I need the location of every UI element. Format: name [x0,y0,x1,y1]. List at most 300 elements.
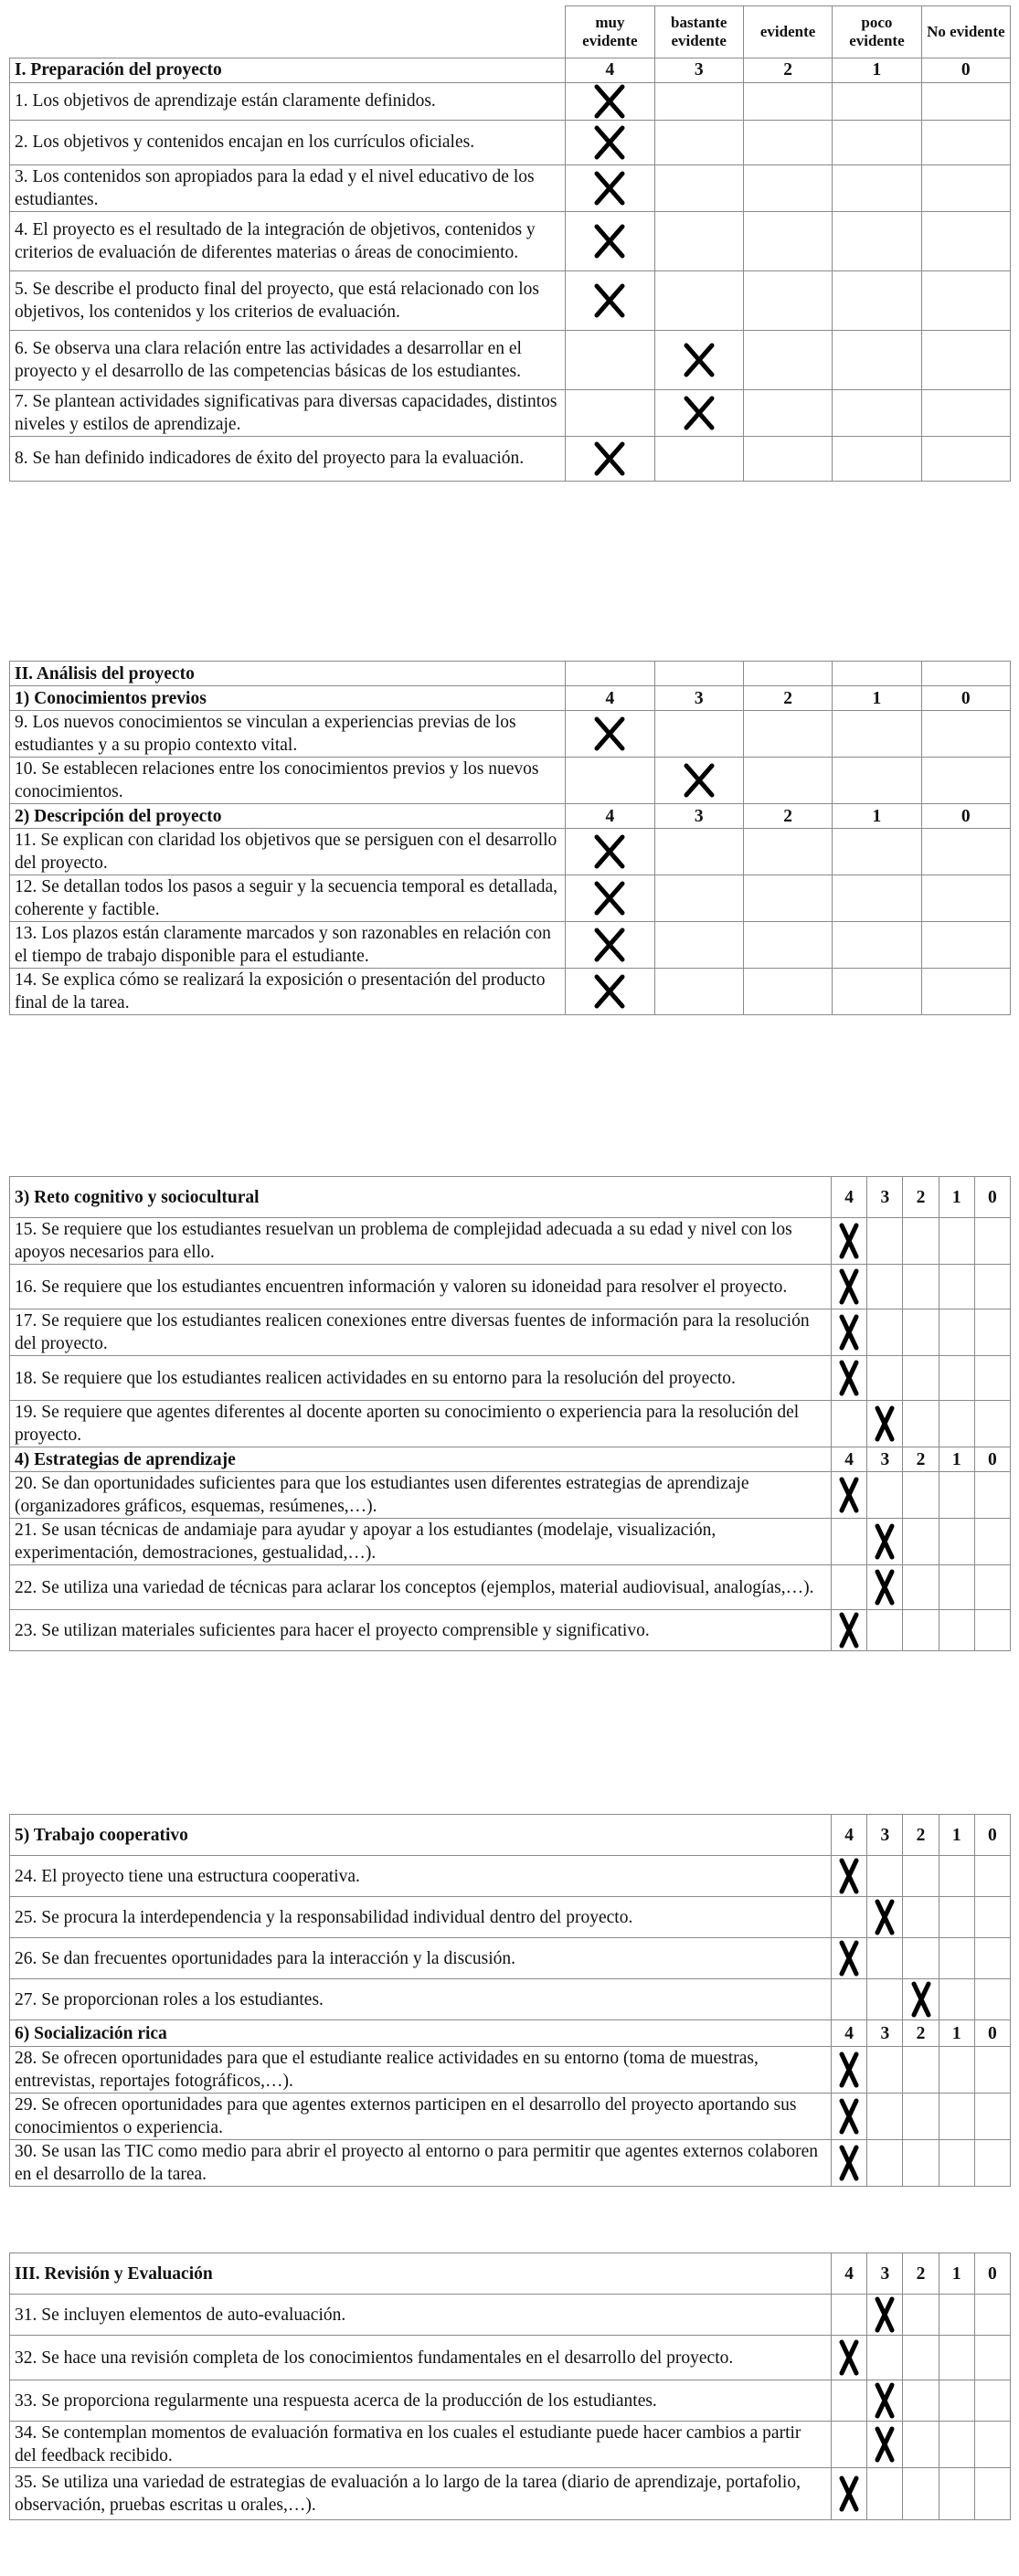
rating-cell-1 [833,82,921,120]
scale-value: 2 [903,1177,939,1218]
rating-cell-4 [566,758,654,804]
scale-value: 3 [654,804,743,829]
rating-cell-1 [939,1472,974,1519]
rating-cell-0 [974,1897,1010,1938]
rating-cell-3 [867,2295,903,2336]
rating-cell-2 [903,1309,939,1356]
scale-value [743,662,832,686]
criterion-row [10,2094,1011,2140]
rating-cell-4 [832,1218,867,1265]
rating-cell-0 [974,1856,1010,1897]
criterion-text: 20. Se dan oportunidades suficientes para que los estudiantes usen diferentes estrategias de aprendizaje (organizadores gráficos, esquemas, resúmenes,…). [10,1472,832,1519]
scale-value: 1 [939,2253,974,2295]
scale-value: 3 [867,2020,903,2047]
criterion-row [10,82,1011,120]
rating-cell-3 [654,922,743,969]
rating-cell-3 [867,2336,903,2380]
section-row [10,1177,1011,1218]
rating-cell-0 [974,1401,1010,1447]
rating-cell-4 [832,1472,867,1519]
rating-cell-2 [903,1218,939,1265]
criterion-row [10,2380,1011,2422]
scale-value: 1 [833,686,921,711]
rating-cell-1 [833,875,921,922]
criterion-row [10,1610,1011,1651]
x-check-mark [684,343,715,377]
rating-cell-2 [743,711,832,758]
rating-cell-2 [903,1401,939,1447]
criterion-row [10,211,1011,270]
criterion-row [10,1218,1011,1265]
rating-cell-2 [903,1938,939,1979]
rating-cell-1 [939,1938,974,1979]
scale-value: 2 [903,1447,939,1472]
scale-value: 2 [743,804,832,829]
rating-cell-4 [832,2468,867,2520]
rating-cell-4 [832,1565,867,1610]
rating-cell-1 [833,711,921,758]
x-check-mark [875,1899,895,1935]
rating-cell-3 [654,82,743,120]
x-check-mark [594,224,625,259]
section-row [10,686,1011,711]
x-check-mark [839,1360,859,1396]
criterion-text: 9. Los nuevos conocimientos se vinculan a experiencias previas de los estudiantes y a su propio contexto vital. [10,711,566,758]
scale-value: 2 [743,686,832,711]
rating-cell-0 [974,1519,1010,1565]
rating-cell-4 [566,330,654,389]
criterion-row [10,1472,1011,1519]
rating-cell-1 [833,758,921,804]
rating-cell-4 [566,922,654,969]
criterion-row [10,875,1011,922]
criterion-text: 35. Se utiliza una variedad de estrategias de evaluación a lo largo de la tarea (diario de aprendizaje, portafolio, observación, pruebas escritas u orales,…). [10,2468,832,2520]
criterion-text: 14. Se explica cómo se realizará la exposición o presentación del producto final de la tarea. [10,969,566,1015]
rating-cell-0 [974,2468,1010,2520]
x-check-mark [594,834,625,869]
rating-cell-4 [832,1265,867,1309]
rating-cell-3 [867,1565,903,1610]
x-check-mark [594,283,625,318]
rating-cell-2 [903,2094,939,2140]
rating-cell-0 [921,922,1010,969]
rating-cell-0 [974,2140,1010,2187]
rating-cell-1 [939,2336,974,2380]
rating-cell-0 [921,969,1010,1015]
rating-cell-3 [867,1265,903,1309]
criterion-text: 8. Se han definido indicadores de éxito del proyecto para la evaluación. [10,436,566,481]
rating-cell-0 [921,82,1010,120]
criterion-row [10,969,1011,1015]
scale-value: 1 [939,1177,974,1218]
rating-cell-2 [903,1856,939,1897]
scale-value: 2 [903,1815,939,1856]
criterion-text: 21. Se usan técnicas de andamiaje para ayudar y apoyar a los estudiantes (modelaje, visualización, experimentación, demostraciones, gestualidad,…). [10,1519,832,1565]
rating-cell-1 [833,164,921,211]
x-check-mark [594,974,625,1009]
rating-cell-2 [903,1610,939,1651]
rating-cell-2 [743,829,832,875]
x-check-mark [839,2145,859,2181]
rating-cell-0 [974,1356,1010,1401]
rating-cell-3 [654,330,743,389]
criterion-text: 19. Se requiere que agentes diferentes al docente aporten su conocimiento o experiencia para la resolución del proyecto. [10,1401,832,1447]
rating-cell-0 [974,1309,1010,1356]
section-row [10,58,1011,82]
section-title: 5) Trabajo cooperativo [10,1815,832,1856]
rating-cell-2 [743,875,832,922]
criterion-text: 11. Se explican con claridad los objetivos que se persiguen con el desarrollo del proyecto. [10,829,566,875]
rating-cell-0 [974,1218,1010,1265]
rating-cell-4 [832,1309,867,1356]
criterion-text: 12. Se detallan todos los pasos a seguir y la secuencia temporal es detallada, coherente y factible. [10,875,566,922]
rating-cell-4 [566,389,654,436]
rating-cell-1 [939,1856,974,1897]
scale-value: 0 [974,1447,1010,1472]
rating-cell-1 [939,1610,974,1651]
rating-cell-2 [743,270,832,330]
rating-cell-3 [867,2422,903,2468]
rating-cell-3 [867,1309,903,1356]
rating-cell-1 [939,1897,974,1938]
x-check-mark [839,1223,859,1259]
rating-cell-2 [903,1565,939,1610]
rating-cell-2 [743,330,832,389]
rating-cell-1 [833,211,921,270]
rating-cell-4 [832,1610,867,1651]
criterion-text: 5. Se describe el producto final del proyecto, que está relacionado con los objetivos, los contenidos y los criterios de evaluación. [10,270,566,330]
criterion-row [10,330,1011,389]
criterion-row [10,922,1011,969]
rating-cell-1 [833,922,921,969]
rating-cell-3 [867,1519,903,1565]
rating-cell-1 [939,2468,974,2520]
rating-cell-1 [939,2380,974,2422]
rating-cell-2 [743,211,832,270]
scale-value: 3 [867,1177,903,1218]
rating-cell-1 [939,2047,974,2094]
x-check-mark [875,1405,895,1442]
criterion-text: 23. Se utilizan materiales suficientes para hacer el proyecto comprensible y significativo. [10,1610,832,1651]
rating-cell-0 [921,330,1010,389]
criterion-row [10,1519,1011,1565]
rubric-table-revision [9,2253,1011,2520]
criterion-row [10,120,1011,164]
scale-value: 4 [832,1815,867,1856]
rating-cell-2 [903,1979,939,2020]
scale-value: 3 [654,58,743,82]
rating-cell-2 [903,1897,939,1938]
header-col0: No evidente [921,6,1010,58]
rating-cell-4 [832,1938,867,1979]
rating-cell-3 [867,1218,903,1265]
rating-cell-2 [903,2047,939,2094]
criterion-text: 27. Se proporcionan roles a los estudiantes. [10,1979,832,2020]
rating-cell-3 [867,2047,903,2094]
rating-cell-4 [566,82,654,120]
rating-cell-0 [921,270,1010,330]
criterion-text: 24. El proyecto tiene una estructura cooperativa. [10,1856,832,1897]
rating-cell-0 [921,875,1010,922]
scale-value: 0 [974,1177,1010,1218]
x-check-mark [839,1477,859,1513]
rating-cell-3 [654,436,743,481]
criterion-row [10,389,1011,436]
rating-cell-1 [833,330,921,389]
rating-cell-1 [833,120,921,164]
rating-cell-3 [867,1472,903,1519]
section-title: I. Preparación del proyecto [10,58,566,82]
criterion-text: 22. Se utiliza una variedad de técnicas para aclarar los conceptos (ejemplos, material audiovisual, analogías,…). [10,1565,832,1610]
scale-value: 4 [832,2020,867,2047]
rating-cell-0 [974,1472,1010,1519]
rating-cell-1 [833,389,921,436]
criterion-row [10,436,1011,481]
criterion-text: 1. Los objetivos de aprendizaje están claramente definidos. [10,82,566,120]
scale-value: 0 [974,1815,1010,1856]
rating-cell-0 [921,436,1010,481]
rating-cell-2 [903,2336,939,2380]
criterion-row [10,711,1011,758]
rating-cell-3 [654,211,743,270]
rating-cell-4 [566,711,654,758]
criterion-row [10,2336,1011,2380]
scale-value: 2 [903,2020,939,2047]
criterion-row [10,1356,1011,1401]
rubric-table-reto-estrategias [9,1176,1011,1651]
rating-cell-2 [903,1519,939,1565]
rating-cell-3 [654,120,743,164]
rating-cell-0 [974,1938,1010,1979]
header-col4: muy evidente [566,6,654,58]
rating-cell-0 [974,2047,1010,2094]
rating-cell-3 [867,2380,903,2422]
rating-cell-3 [867,2094,903,2140]
x-check-mark [839,2339,859,2376]
scale-value: 0 [921,804,1010,829]
rating-cell-3 [867,1979,903,2020]
rating-cell-3 [654,969,743,1015]
scale-value: 3 [867,1447,903,1472]
rating-cell-3 [654,164,743,211]
x-check-mark [875,2382,895,2419]
rating-cell-3 [654,758,743,804]
rating-cell-4 [832,1519,867,1565]
rating-cell-4 [832,1979,867,2020]
criterion-row [10,2140,1011,2187]
scale-value: 3 [867,1815,903,1856]
criterion-row [10,2295,1011,2336]
header-col3: bastante evidente [654,6,743,58]
rating-cell-0 [974,1979,1010,2020]
scale-value: 1 [833,58,921,82]
header-col2: evidente [743,6,832,58]
scale-value: 2 [903,2253,939,2295]
rating-cell-4 [832,2336,867,2380]
x-check-mark [839,2475,859,2512]
rating-cell-1 [939,1218,974,1265]
rubric-table-cooperativo-socializacion [9,1814,1011,2187]
criterion-row [10,164,1011,211]
scale-value: 0 [974,2020,1010,2047]
rating-cell-2 [903,2140,939,2187]
rating-cell-2 [903,1472,939,1519]
scale-value: 4 [832,1177,867,1218]
rating-cell-4 [832,1897,867,1938]
rating-cell-4 [832,2422,867,2468]
criterion-row [10,270,1011,330]
section-title: II. Análisis del proyecto [10,662,566,686]
x-check-mark [594,441,625,476]
rating-scale-header [10,6,1011,58]
rating-cell-0 [974,2380,1010,2422]
rating-cell-1 [939,1356,974,1401]
x-check-mark [839,1314,859,1351]
criterion-row [10,2422,1011,2468]
rating-cell-2 [743,969,832,1015]
rating-cell-1 [939,1565,974,1610]
x-check-mark [839,1858,859,1894]
scale-value: 0 [921,686,1010,711]
criterion-text: 28. Se ofrecen oportunidades para que el estudiante realice actividades en su entorno (toma de muestras, entrevistas, reportajes fotográficos,…). [10,2047,832,2094]
rating-cell-4 [832,1401,867,1447]
rating-cell-2 [743,82,832,120]
x-check-mark [839,2051,859,2088]
rating-cell-0 [974,2295,1010,2336]
rating-cell-0 [921,758,1010,804]
criterion-text: 15. Se requiere que los estudiantes resuelvan un problema de complejidad adecuada a su edad y nivel con los apoyos necesarios para ello. [10,1218,832,1265]
scale-value: 4 [566,804,654,829]
x-check-mark [911,1981,931,2018]
scale-value: 1 [833,804,921,829]
rating-cell-4 [832,2047,867,2094]
scale-value: 4 [566,686,654,711]
rating-cell-0 [974,2336,1010,2380]
x-check-mark [875,2296,895,2333]
criterion-text: 6. Se observa una clara relación entre las actividades a desarrollar en el proyecto y el desarrollo de las competencias básicas de los estudiantes. [10,330,566,389]
criterion-text: 30. Se usan las TIC como medio para abrir el proyecto al entorno o para permitir que agentes externos colaboren en el desarrollo de la tarea. [10,2140,832,2187]
scale-value [833,662,921,686]
rating-cell-2 [903,2295,939,2336]
rating-cell-0 [921,120,1010,164]
rating-cell-4 [566,270,654,330]
rating-cell-2 [903,2380,939,2422]
rating-cell-1 [939,1519,974,1565]
rating-cell-1 [939,2422,974,2468]
rating-cell-4 [832,1356,867,1401]
rating-cell-4 [566,436,654,481]
rating-cell-1 [833,829,921,875]
rating-cell-2 [743,436,832,481]
criterion-text: 29. Se ofrecen oportunidades para que agentes externos participen en el desarrollo del proyecto aportando sus conocimientos o experiencia. [10,2094,832,2140]
x-check-mark [839,1940,859,1977]
header-blank [10,6,566,58]
x-check-mark [594,881,625,916]
rating-cell-2 [743,922,832,969]
criterion-text: 25. Se procura la interdependencia y la responsabilidad individual dentro del proyecto. [10,1897,832,1938]
criterion-text: 26. Se dan frecuentes oportunidades para la interacción y la discusión. [10,1938,832,1979]
scale-value: 1 [939,2020,974,2047]
rating-cell-0 [974,1265,1010,1309]
rating-cell-4 [832,1856,867,1897]
criterion-row [10,1309,1011,1356]
rating-cell-1 [939,2094,974,2140]
scale-value [654,662,743,686]
x-check-mark [684,763,715,798]
rating-cell-3 [867,1356,903,1401]
x-check-mark [684,396,715,430]
rating-cell-4 [566,829,654,875]
section-title: 2) Descripción del proyecto [10,804,566,829]
rating-cell-3 [867,1610,903,1651]
rating-cell-4 [566,875,654,922]
x-check-mark [594,84,625,119]
section-row [10,804,1011,829]
scale-value: 0 [921,58,1010,82]
criterion-text: 10. Se establecen relaciones entre los conocimientos previos y los nuevos conocimientos. [10,758,566,804]
rating-cell-3 [867,2468,903,2520]
scale-value: 4 [832,1447,867,1472]
rating-cell-2 [903,2422,939,2468]
x-check-mark [594,171,625,206]
criterion-row [10,1979,1011,2020]
criterion-text: 17. Se requiere que los estudiantes realicen conexiones entre diversas fuentes de información para la resolución del proyecto. [10,1309,832,1356]
criterion-text: 31. Se incluyen elementos de auto-evaluación. [10,2295,832,2336]
section-row [10,1815,1011,1856]
rating-cell-2 [743,389,832,436]
rating-cell-0 [921,829,1010,875]
scale-value: 4 [566,58,654,82]
x-check-mark [875,1523,895,1560]
rating-cell-1 [939,1265,974,1309]
criterion-row [10,1856,1011,1897]
criterion-text: 18. Se requiere que los estudiantes realicen actividades en su entorno para la resolución del proyecto. [10,1356,832,1401]
x-check-mark [594,928,625,962]
rating-cell-1 [939,1309,974,1356]
criterion-text: 33. Se proporciona regularmente una respuesta acerca de la producción de los estudiantes. [10,2380,832,2422]
section-row [10,2020,1011,2047]
rating-cell-4 [566,969,654,1015]
scale-value: 3 [654,686,743,711]
scale-value: 3 [867,2253,903,2295]
x-check-mark [875,2426,895,2463]
section-title: 1) Conocimientos previos [10,686,566,711]
rating-cell-0 [974,2422,1010,2468]
x-check-mark [839,1268,859,1305]
criterion-row [10,1401,1011,1447]
rating-cell-3 [867,2140,903,2187]
rating-cell-3 [654,829,743,875]
rubric-table-preparacion [9,5,1011,482]
rating-cell-4 [832,2094,867,2140]
criterion-text: 34. Se contemplan momentos de evaluación formativa en los cuales el estudiante puede hacer cambios a partir del feedback recibido. [10,2422,832,2468]
rating-cell-4 [566,164,654,211]
rating-cell-1 [939,1979,974,2020]
criterion-row [10,1565,1011,1610]
criterion-text: 4. El proyecto es el resultado de la integración de objetivos, contenidos y criterios de evaluación de diferentes materias o áreas de conocimiento. [10,211,566,270]
rating-cell-0 [921,389,1010,436]
criterion-row [10,1265,1011,1309]
rating-cell-2 [903,1356,939,1401]
rating-cell-3 [867,1897,903,1938]
rating-cell-2 [743,758,832,804]
criterion-row [10,1938,1011,1979]
x-check-mark [594,716,625,751]
rating-cell-1 [939,1401,974,1447]
rating-cell-3 [654,711,743,758]
x-check-mark [839,1612,859,1648]
rating-cell-1 [833,436,921,481]
